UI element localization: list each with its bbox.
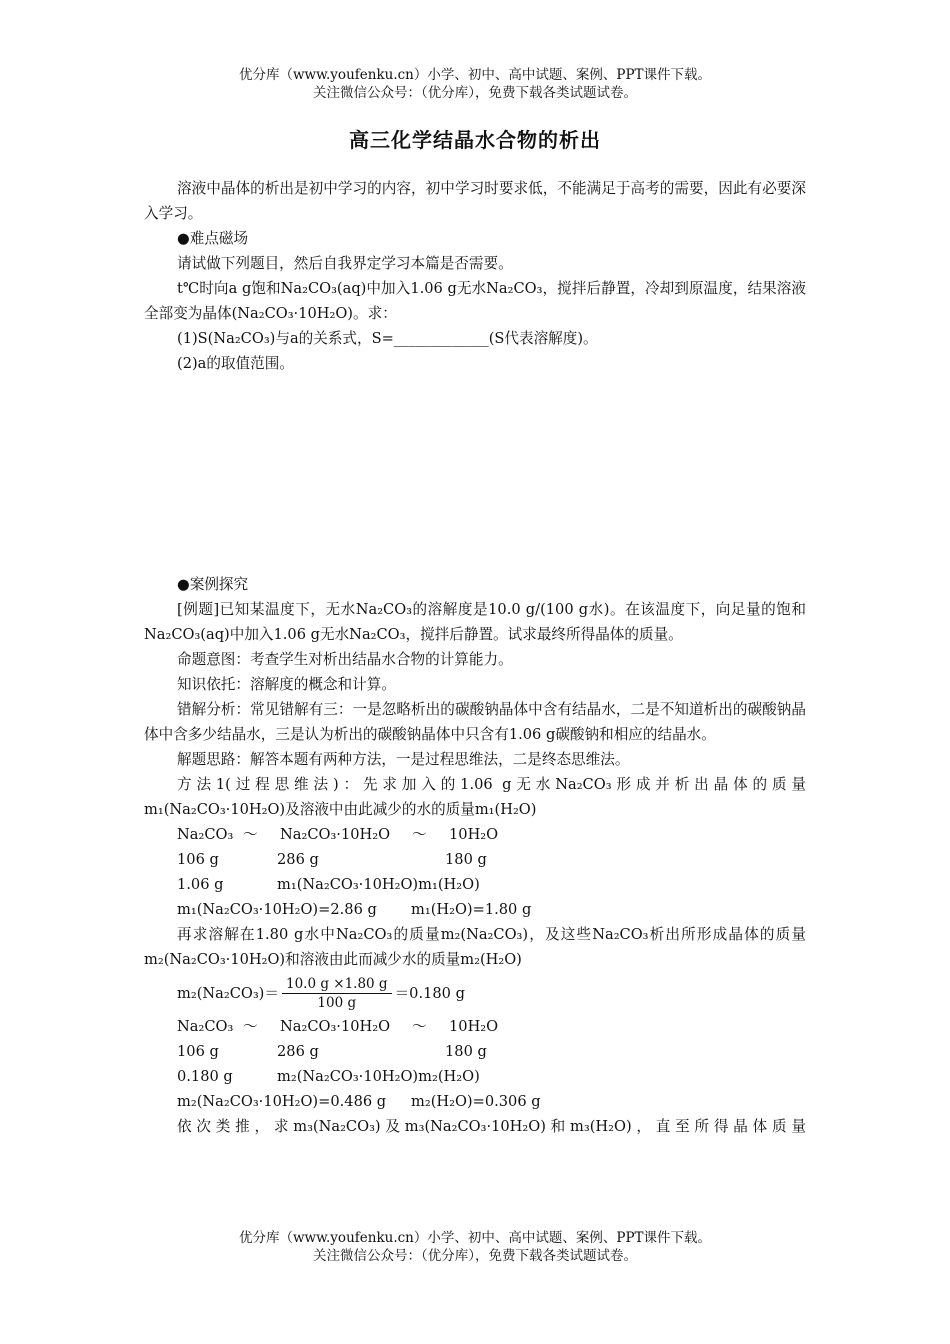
relation-row-1 [177,822,806,847]
given-row-1 [177,872,806,897]
section-heading-difficulty: ●难点磁场 [177,230,249,247]
result-cell: m₁(H₂O)=1.80 g [411,901,532,918]
mass-row-2 [177,1039,806,1064]
step-2-paragraph: 再求溶解在1.80 g水中Na₂CO₃的质量m₂(Na₂CO₃)，及这些Na₂CO₃析出所形成晶体的质量m₂(Na₂CO₃·10H₂O)和溶液由此而减少水的质量m₂(H₂O) [144,926,806,968]
relation-cell: Na₂CO₃·10H₂O [280,1018,391,1035]
mass-cell: 286 g [277,851,319,868]
mass-cell: 180 g [445,1043,487,1060]
given-cell: 0.180 g [177,1068,233,1085]
relation-cell: 10H₂O [449,1018,499,1035]
given-row-2 [177,1064,806,1089]
result-cell: m₁(Na₂CO₃·10H₂O)=2.86 g [177,901,377,918]
instruction-paragraph: 请试做下列题目，然后自我界定学习本篇是否需要。 [177,255,513,272]
approach-paragraph: 解题思路：解答本题有两种方法，一是过程思维法，二是终态思维法。 [177,751,630,768]
document-title: 高三化学结晶水合物的析出 [349,128,601,152]
intro-paragraph: 溶液中晶体的析出是初中学习的内容，初中学习时要求低，不能满足于高考的需要，因此有必要深入学习。 [144,180,806,222]
fraction-numerator: 10.0 g ×1.80 g [282,976,392,994]
equation-lhs: m₂(Na₂CO₃)＝ [177,984,279,1002]
mass-cell: 286 g [277,1043,319,1060]
footer-line-1: 优分库（www.youfenku.cn）小学、初中、高中试题、案例、PPT课件下载。 [238,1230,712,1246]
error-analysis: 错解分析：常见错解有三：一是忽略析出的碳酸钠晶体中含有结晶水，二是不知道析出的碳酸钠晶体中含多少结晶水，三是认为析出的碳酸钠晶体中只含有1.06 g碳酸钠和相应的结晶水。 [144,701,806,743]
result-cell: m₂(H₂O)=0.306 g [411,1093,541,1110]
header-line-1: 优分库（www.youfenku.cn）小学、初中、高中试题、案例、PPT课件下载。 [238,67,712,83]
case-section [144,572,806,1139]
page-header [0,66,950,102]
given-cell: m₁(H₂O) [418,876,480,893]
question-2: (2)a的取值范围。 [177,355,294,372]
given-cell: m₂(Na₂CO₃·10H₂O) [277,1068,419,1085]
relation-row-2 [177,1014,806,1039]
fraction-denominator: 100 g [317,994,357,1011]
continue-paragraph: 依次类推，求m₃(Na₂CO₃)及m₃(Na₂CO₃·10H₂O)和m₃(H₂O)，直至所得晶体质量 [177,1118,806,1135]
fraction [282,976,392,1011]
footer-line-2: 关注微信公众号：（优分库），免费下载各类试题试卷。 [313,1248,637,1264]
intro-section [144,176,806,376]
given-cell: 1.06 g [177,876,224,893]
section-heading-case: ●案例探究 [177,576,249,593]
relation-cell: ～ [243,826,258,843]
example-problem: [例题]已知某温度下，无水Na₂CO₃的溶解度是10.0 g/(100 g水)。在该温度下，向足量的饱和Na₂CO₃(aq)中加入1.06 g无水Na₂CO₃，搅拌后静置。试求最终所得晶体的质量。 [144,601,806,643]
basis-paragraph: 知识依托：溶解度的概念和计算。 [177,676,396,693]
relation-cell: Na₂CO₃ [177,1018,234,1035]
mass-row-1 [177,847,806,872]
page-footer [0,1229,950,1265]
equation-rhs: ＝0.180 g [394,984,465,1002]
mass-cell: 106 g [177,851,219,868]
relation-cell: Na₂CO₃ [177,826,234,843]
relation-cell: 10H₂O [449,826,499,843]
relation-cell: Na₂CO₃·10H₂O [280,826,391,843]
result-row-2 [177,1089,806,1114]
equation-m2 [177,972,806,1014]
mass-cell: 106 g [177,1043,219,1060]
header-line-2: 关注微信公众号：（优分库），免费下载各类试题试卷。 [313,85,637,101]
intent-paragraph: 命题意图：考查学生对析出结晶水合物的计算能力。 [177,651,513,668]
relation-cell: ～ [243,1018,258,1035]
result-row-1 [177,897,806,922]
question-1: (1)S(Na₂CO₃)与a的关系式，S=_____________(S代表溶解度)。 [177,330,598,347]
relation-cell: ～ [412,1018,427,1035]
relation-cell: ～ [412,826,427,843]
result-cell: m₂(Na₂CO₃·10H₂O)=0.486 g [177,1093,387,1110]
problem-statement: t℃时向a g饱和Na₂CO₃(aq)中加入1.06 g无水Na₂CO₃，搅拌后静置，冷却到原温度，结果溶液全部变为晶体(Na₂CO₃·10H₂O)。求： [144,280,806,322]
given-cell: m₂(H₂O) [418,1068,480,1085]
method-1: 方法1(过程思维法)：先求加入的1.06 g无水Na₂CO₃形成并析出晶体的质量m₁(Na₂CO₃·10H₂O)及溶液中由此减少的水的质量m₁(H₂O) [144,776,806,818]
given-cell: m₁(Na₂CO₃·10H₂O) [277,876,419,893]
mass-cell: 180 g [445,851,487,868]
